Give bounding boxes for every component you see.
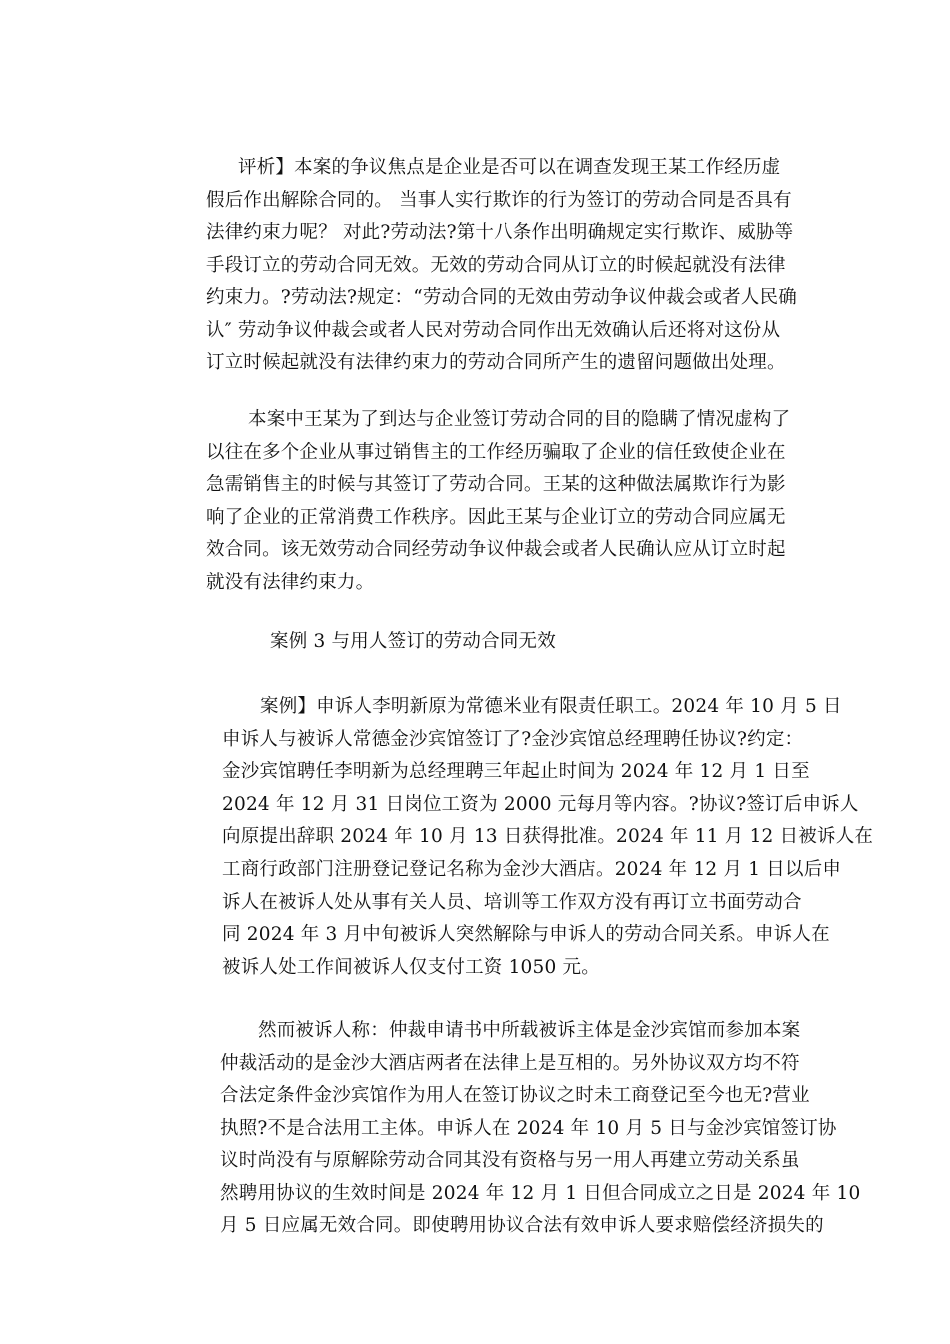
text-line: 订立时候起就没有法律约束力的劳动合同所产生的遗留问题做出处理。 bbox=[206, 352, 786, 373]
text-line: 申诉人与被诉人常德金沙宾馆签订了?金沙宾馆总经理聘任协议?约定： bbox=[222, 728, 804, 750]
text-line: 合法定条件金沙宾馆作为用人在签订协议之时未工商登记至今也无?营业 bbox=[220, 1085, 810, 1106]
text-line: 金沙宾馆聘任李明新为总经理聘三年起止时间为 2024 年 12 月 1 日至 bbox=[222, 761, 810, 783]
text-line: 评析】本案的争议焦点是企业是否可以在调查发现王某工作经历虚 bbox=[238, 157, 781, 178]
text-line: 议时尚没有与原解除劳动合同其没有资格与另一用人再建立劳动关系虽 bbox=[220, 1150, 800, 1171]
case-conclusion-paragraph bbox=[206, 404, 790, 599]
text-line: 2024 年 12 月 31 日岗位工资为 2000 元每月等内容。?协议?签订后申诉人 bbox=[222, 793, 859, 815]
text-line: 效合同。该无效劳动合同经劳动争议仲裁会或者人民确认应从订立时起 bbox=[206, 539, 786, 560]
text-line: 认″ 劳动争议仲裁会或者人民对劳动合同作出无效确认后还将对这份从 bbox=[206, 319, 781, 341]
analysis-paragraph bbox=[206, 152, 797, 380]
text-line: 向原提出辞职 2024 年 10 月 13 日获得批准。2024 年 11 月 12 日被诉人在 bbox=[222, 826, 874, 848]
text-line: 法律约束力呢？ 对此?劳动法?第十八条作出明确规定实行欺诈、威胁等 bbox=[206, 222, 794, 243]
respondent-argument-paragraph bbox=[220, 1015, 860, 1243]
section-heading: 案例 3 与用人签订的劳动合同无效 bbox=[270, 631, 556, 652]
case-facts-paragraph bbox=[222, 691, 873, 984]
text-line: 仲裁活动的是金沙大酒店两者在法律上是互相的。另外协议双方均不符 bbox=[220, 1052, 800, 1074]
text-line: 本案中王某为了到达与企业签订劳动合同的目的隐瞒了情况虚构了 bbox=[248, 409, 791, 430]
text-line: 手段订立的劳动合同无效。无效的劳动合同从订立的时候起就没有法律 bbox=[206, 254, 786, 276]
text-line: 诉人在被诉人处从事有关人员、培训等工作双方没有再订立书面劳动合 bbox=[222, 891, 802, 913]
text-line: 然而被诉人称：仲裁申请书中所载被诉主体是金沙宾馆而参加本案 bbox=[258, 1020, 801, 1041]
text-line: 工商行政部门注册登记登记名称为金沙大酒店。2024 年 12 月 1 日以后申 bbox=[222, 858, 842, 880]
text-line: 执照?不是合法用工主体。申诉人在 2024 年 10 月 5 日与金沙宾馆签订协 bbox=[220, 1117, 837, 1139]
case-heading bbox=[270, 627, 556, 657]
text-line: 月 5 日应属无效合同。即使聘用协议合法有效申诉人要求赔偿经济损失的 bbox=[220, 1215, 824, 1236]
text-line: 假后作出解除合同的。 当事人实行欺诈的行为签订的劳动合同是否具有 bbox=[206, 189, 792, 211]
text-line: 然聘用协议的生效时间是 2024 年 12 月 1 日但合同成立之日是 2024 年 10 bbox=[220, 1182, 861, 1204]
text-line: 被诉人处工作间被诉人仅支付工资 1050 元。 bbox=[222, 956, 600, 978]
text-line: 以往在多个企业从事过销售主的工作经历骗取了企业的信任致使企业在 bbox=[206, 441, 786, 463]
text-line: 急需销售主的时候与其签订了劳动合同。王某的这种做法属欺诈行为影 bbox=[206, 474, 786, 495]
text-line: 响了企业的正常消费工作秩序。因此王某与企业订立的劳动合同应属无 bbox=[206, 506, 786, 528]
text-line: 约束力。?劳动法?规定：“劳动合同的无效由劳动争议仲裁会或者人民确 bbox=[206, 287, 797, 308]
text-line: 就没有法律约束力。 bbox=[206, 571, 375, 593]
text-line: 同 2024 年 3 月中旬被诉人突然解除与申诉人的劳动合同关系。申诉人在 bbox=[222, 924, 830, 946]
text-line: 案例】申诉人李明新原为常德米业有限责任职工。2024 年 10 月 5 日 bbox=[260, 696, 842, 717]
